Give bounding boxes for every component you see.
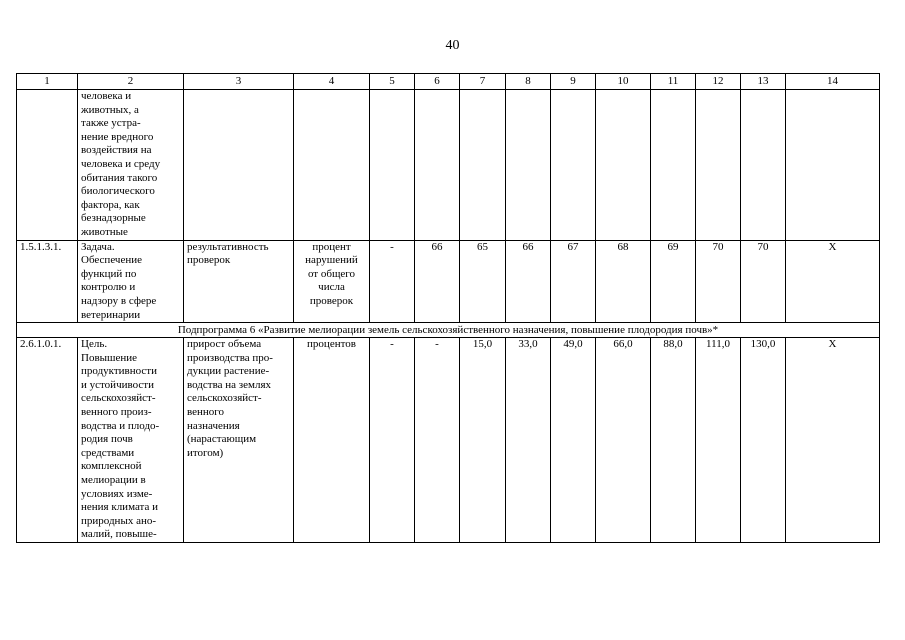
cell-value bbox=[506, 90, 551, 241]
cell-note: X bbox=[786, 338, 880, 543]
cell-value bbox=[651, 90, 696, 241]
col-header: 9 bbox=[551, 74, 596, 90]
col-header: 3 bbox=[184, 74, 294, 90]
text-line: нения климата и bbox=[81, 501, 159, 514]
cell-description bbox=[78, 240, 184, 323]
table-row bbox=[17, 240, 880, 323]
text-line: человека и среду bbox=[81, 157, 161, 170]
col-header: 11 bbox=[651, 74, 696, 90]
cell-note: X bbox=[786, 240, 880, 323]
text-line: дукции растение- bbox=[187, 365, 270, 378]
page-number: 40 bbox=[445, 38, 460, 53]
col-header: 13 bbox=[741, 74, 786, 90]
cell-description bbox=[78, 90, 184, 241]
text-line: и устойчивости bbox=[81, 378, 154, 391]
cell-value bbox=[370, 90, 415, 241]
text-line: продуктивности bbox=[81, 365, 157, 378]
text-line: контролю и bbox=[81, 281, 136, 294]
cell-value: 66,0 bbox=[596, 338, 651, 543]
cell-value: 66 bbox=[506, 240, 551, 323]
text-line: венного bbox=[187, 406, 225, 419]
cell-value bbox=[741, 90, 786, 241]
text-line: животные bbox=[81, 225, 128, 238]
cell-indicator bbox=[184, 338, 294, 543]
text-line: комплексной bbox=[81, 460, 142, 473]
cell-value: 70 bbox=[696, 240, 741, 323]
text-line: средствами bbox=[81, 446, 135, 459]
text-line: проверок bbox=[187, 254, 231, 267]
header-row bbox=[17, 74, 880, 90]
text-line: безнадзорные bbox=[81, 212, 146, 225]
text-line: биологического bbox=[81, 185, 155, 198]
col-header: 7 bbox=[460, 74, 506, 90]
text-line: фактора, как bbox=[81, 198, 140, 211]
text-line: малий, повыше- bbox=[81, 528, 157, 541]
text-line: родия почв bbox=[81, 433, 133, 446]
cell-indicator bbox=[184, 90, 294, 241]
cell-value: 66 bbox=[415, 240, 460, 323]
cell-value bbox=[551, 90, 596, 241]
cell-value: - bbox=[415, 338, 460, 543]
cell-indicator bbox=[184, 240, 294, 323]
text-line: животных, а bbox=[81, 103, 139, 116]
cell-value bbox=[415, 90, 460, 241]
cell-unit: процентов bbox=[294, 338, 370, 543]
cell-code: 1.5.1.3.1. bbox=[17, 240, 78, 323]
text-line: (нарастающим bbox=[187, 433, 257, 446]
cell-value: 70 bbox=[741, 240, 786, 323]
text-line: надзору в сфере bbox=[81, 294, 157, 307]
text-line: Цель. bbox=[81, 338, 108, 351]
cell-value: 67 bbox=[551, 240, 596, 323]
text-line: ветеринарии bbox=[81, 308, 141, 321]
col-header: 12 bbox=[696, 74, 741, 90]
text-line: результативность bbox=[187, 240, 269, 253]
cell-value bbox=[596, 90, 651, 241]
cell-value: 65 bbox=[460, 240, 506, 323]
cell-unit bbox=[294, 90, 370, 241]
col-header: 1 bbox=[17, 74, 78, 90]
text-line: воздействия на bbox=[81, 144, 152, 157]
text-line: водства и плодо- bbox=[81, 419, 160, 432]
cell-code: 2.6.1.0.1. bbox=[17, 338, 78, 543]
text-line: природных ано- bbox=[81, 514, 157, 527]
text-line: нение вредного bbox=[81, 130, 154, 143]
col-header: 8 bbox=[506, 74, 551, 90]
text-line: сельскохозяйст- bbox=[81, 392, 156, 405]
cell-value: 49,0 bbox=[551, 338, 596, 543]
text-line: венного произ- bbox=[81, 406, 152, 419]
text-line: Задача. bbox=[81, 240, 115, 253]
text-line: мелиорации в bbox=[81, 474, 146, 487]
text-line: функций по bbox=[81, 267, 137, 280]
text-line: процент bbox=[312, 240, 351, 253]
col-header: 5 bbox=[370, 74, 415, 90]
text-line: числа bbox=[318, 281, 345, 294]
cell-code bbox=[17, 90, 78, 241]
table-row bbox=[17, 90, 880, 241]
cell-value: 33,0 bbox=[506, 338, 551, 543]
cell-value: 130,0 bbox=[741, 338, 786, 543]
text-line: человека и bbox=[81, 90, 132, 102]
cell-value bbox=[460, 90, 506, 241]
text-line: итогом) bbox=[187, 446, 224, 459]
col-header: 10 bbox=[596, 74, 651, 90]
cell-value: 111,0 bbox=[696, 338, 741, 543]
text-line: назначения bbox=[187, 419, 240, 432]
text-line: Повышение bbox=[81, 351, 138, 364]
cell-value bbox=[696, 90, 741, 241]
cell-value: - bbox=[370, 240, 415, 323]
cell-value: 88,0 bbox=[651, 338, 696, 543]
text-line: также устра- bbox=[81, 117, 141, 130]
text-line: от общего bbox=[307, 267, 356, 280]
col-header: 14 bbox=[786, 74, 880, 90]
indicators-table bbox=[16, 73, 880, 543]
text-line: водства на землях bbox=[187, 378, 272, 391]
table-row bbox=[17, 338, 880, 543]
col-header: 6 bbox=[415, 74, 460, 90]
text-line: сельскохозяйст- bbox=[187, 392, 262, 405]
cell-value: 15,0 bbox=[460, 338, 506, 543]
subprogram-row bbox=[17, 323, 880, 338]
cell-description bbox=[78, 338, 184, 543]
text-line: нарушений bbox=[305, 254, 358, 267]
col-header: 4 bbox=[294, 74, 370, 90]
text-line: условиях изме- bbox=[81, 487, 153, 500]
cell-value: - bbox=[370, 338, 415, 543]
text-line: производства про- bbox=[187, 351, 273, 364]
cell-value: 69 bbox=[651, 240, 696, 323]
cell-value: 68 bbox=[596, 240, 651, 323]
text-line: обитания такого bbox=[81, 171, 158, 184]
col-header: 2 bbox=[78, 74, 184, 90]
text-line: проверок bbox=[309, 294, 354, 307]
text-line: Обеспечение bbox=[81, 254, 142, 267]
text-line: прирост объема bbox=[187, 338, 262, 351]
subprogram-title: Подпрограмма 6 «Развитие мелиорации земель сельскохозяйственного назначения, повышение плодородия почв»* bbox=[17, 323, 880, 338]
cell-unit bbox=[294, 240, 370, 323]
cell-note bbox=[786, 90, 880, 241]
